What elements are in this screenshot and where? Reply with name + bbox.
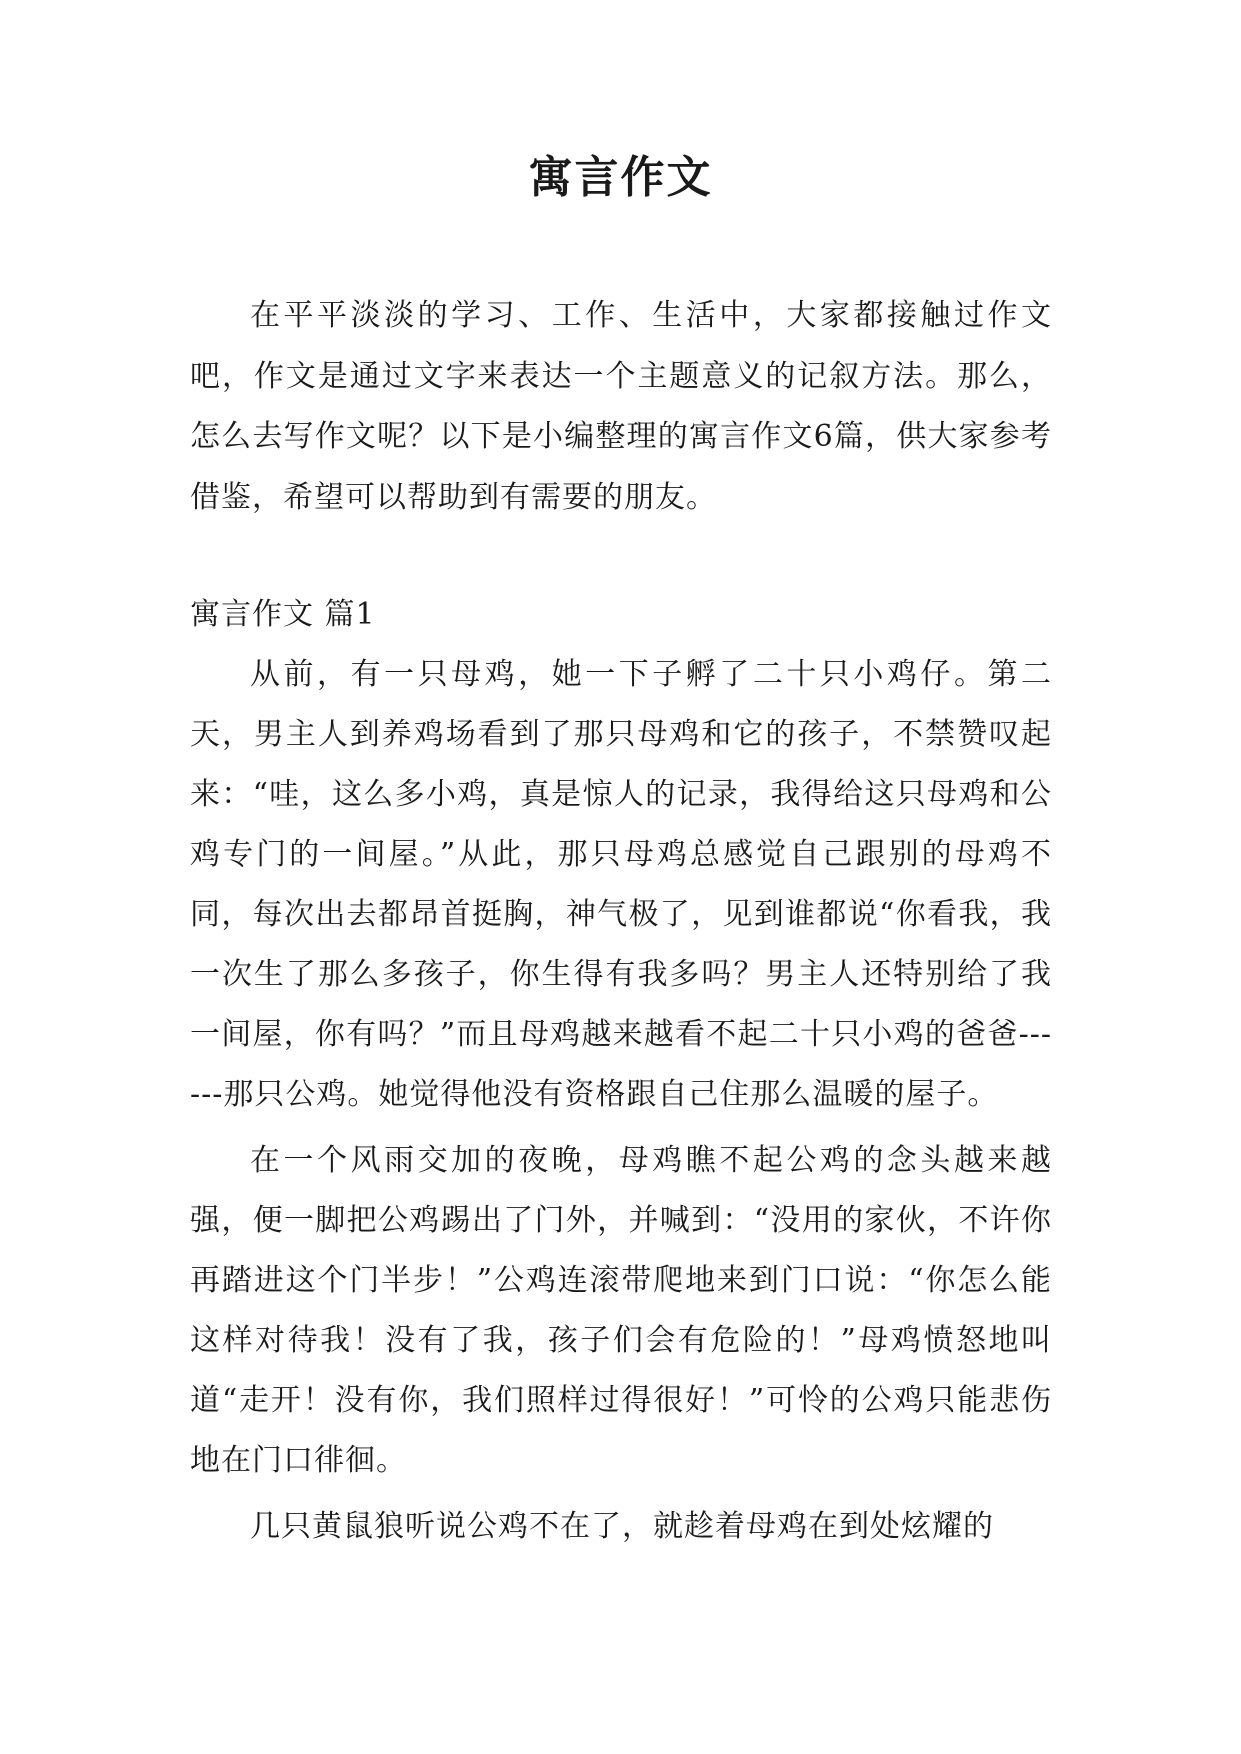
document-title: 寓言作文	[528, 152, 713, 203]
story-paragraph-2: 在一个风雨交加的夜晚，母鸡瞧不起公鸡的念头越来越强，便一脚把公鸡踢出了门外，并喊到：“没用的家伙，不许你再踏进这个门半步！”公鸡连滚带爬地来到门口说：“你怎么能这样对待我！没有了我，孩子们会有危险的！”母鸡愤怒地叫道“走开！没有你，我们照样过得很好！”可怜的公鸡只能悲伤地在门口徘徊。	[190, 1143, 1052, 1478]
story-paragraph-1: 从前，有一只母鸡，她一下子孵了二十只小鸡仔。第二天，男主人到养鸡场看到了那只母鸡和它的孩子，不禁赞叹起来：“哇，这么多小鸡，真是惊人的记录，我得给这只母鸡和公鸡专门的一间屋。”从此，那只母鸡总感觉自己跟别的母鸡不同，每次出去都昂首挺胸，神气极了，见到谁都说“你看我，我一次生了那么多孩子，你生得有我多吗？男主人还特别给了我一间屋，你有吗？”而且母鸡越来越看不起二十只小鸡的爸爸------那只公鸡。她觉得他没有资格跟自己住那么温暖的屋子。	[190, 657, 1052, 1112]
intro-paragraph: 在平平淡淡的学习、工作、生活中，大家都接触过作文吧，作文是通过文字来表达一个主题意义的记叙方法。那么，怎么去写作文呢？以下是小编整理的寓言作文6篇，供大家参考借鉴，希望可以帮助到有需要的朋友。	[190, 298, 1052, 515]
document-body	[190, 286, 1052, 1563]
section-heading: 寓言作文 篇1	[190, 597, 376, 632]
story-paragraph-3: 几只黄鼠狼听说公鸡不在了，就趁着母鸡在到处炫耀的	[250, 1509, 994, 1544]
